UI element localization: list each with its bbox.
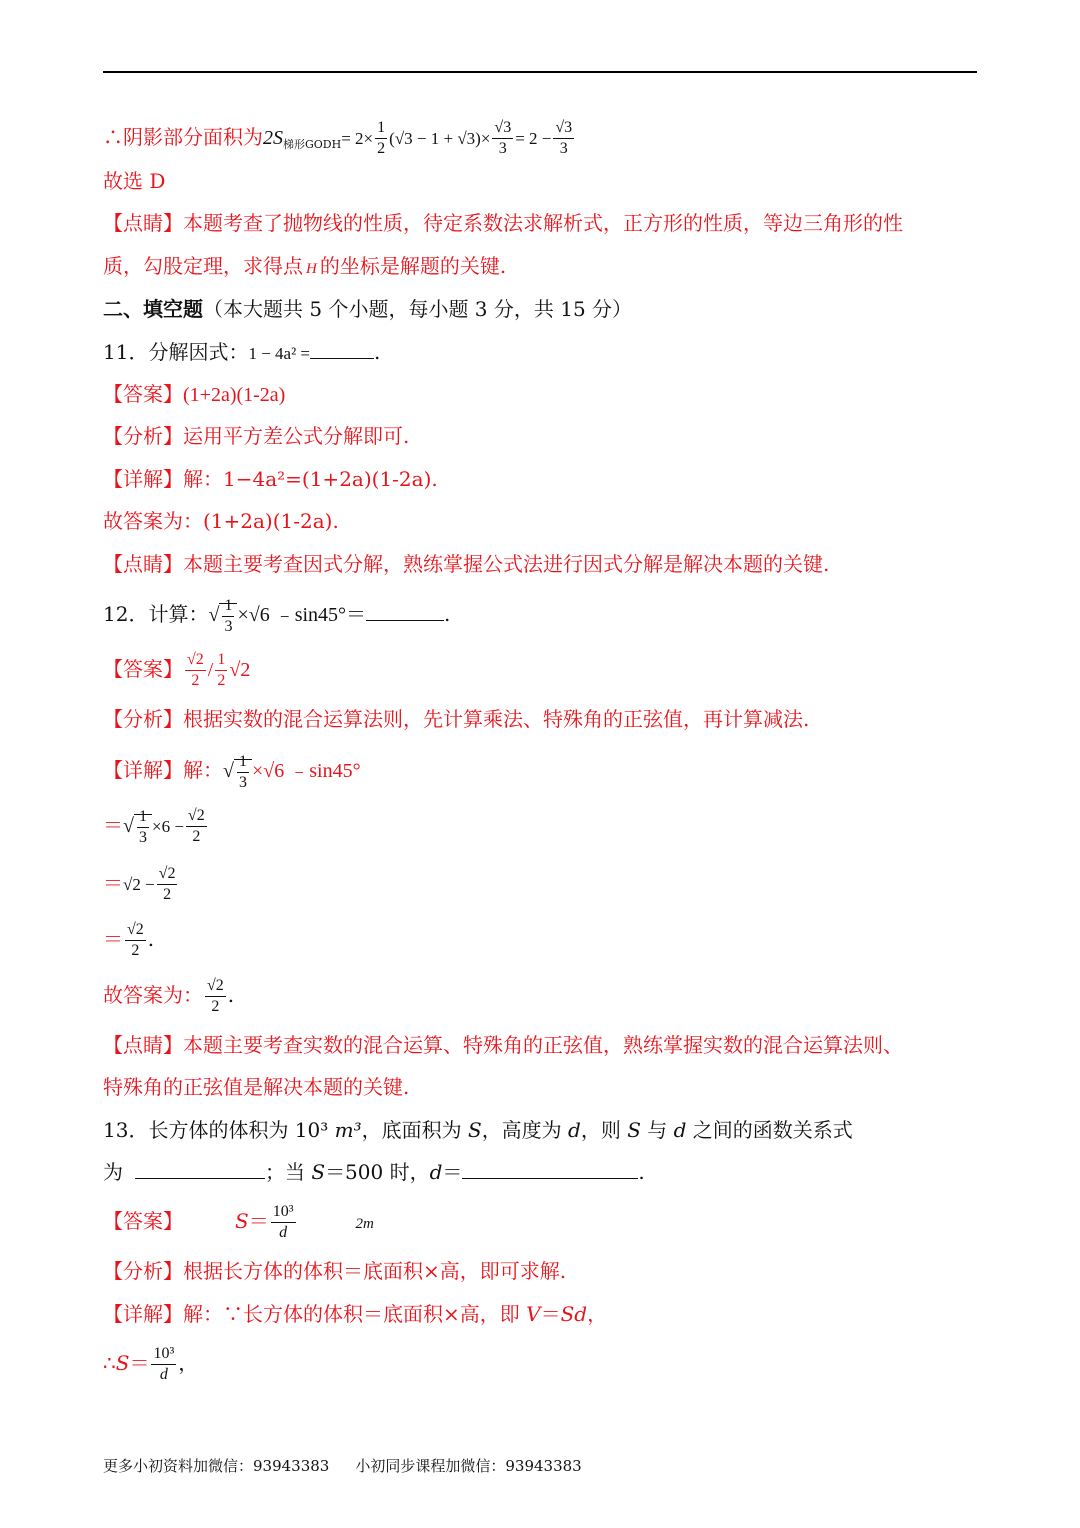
q13-g: 之间的函数关系式	[686, 1118, 853, 1142]
answer-13-eq: ＝	[248, 1209, 269, 1233]
frac-num: 1	[237, 752, 249, 773]
final-12-text: 故答案为：	[103, 983, 203, 1007]
q13-f: 与	[640, 1118, 674, 1142]
frac-num: √2	[205, 976, 226, 997]
frac-num: 10³	[151, 1344, 176, 1365]
tag-analysis: 【分析】	[103, 424, 183, 448]
frac-num: √3	[492, 118, 513, 139]
dianjing-line-1	[103, 210, 903, 236]
step-1-mid: ×6 −	[151, 817, 184, 836]
dianjing-text-b: 的坐标是解题的关键.	[319, 254, 507, 278]
frac-den: 2	[217, 672, 226, 689]
tag-detail: 【详解】	[103, 1302, 183, 1326]
tag-analysis: 【分析】	[103, 1259, 183, 1283]
answer-13	[103, 1198, 374, 1244]
section-title: 二、填空题	[103, 297, 203, 321]
detail-11	[103, 466, 438, 492]
q12-end: .	[444, 602, 451, 626]
frac-num: √3	[553, 118, 574, 139]
shaded-area-line	[103, 115, 576, 159]
var-s: S	[311, 1160, 326, 1184]
q13-unit: m³	[334, 1118, 362, 1142]
tag-dianjing: 【点睛】	[103, 1033, 183, 1057]
question-13-line-1	[103, 1117, 853, 1143]
dianjing-12-text: 本题主要考查实数的混合运算、特殊角的正弦值，熟练掌握实数的混合运算法则、	[183, 1033, 903, 1057]
math-2s: 2S	[263, 127, 283, 149]
fraction-root2-over-2	[125, 920, 146, 961]
tag-detail: 【详解】	[103, 467, 183, 491]
fraction-one-third	[222, 596, 234, 637]
frac-den: 2	[377, 140, 386, 157]
fraction-root3-over-3-b	[553, 118, 574, 159]
detail-13	[103, 1301, 607, 1327]
q11-answer-blank	[310, 340, 374, 359]
analysis-12-text: 根据实数的混合运算法则，先计算乘法、特殊角的正弦值，再计算减法.	[183, 707, 810, 731]
var-s: S	[467, 1118, 482, 1142]
frac-den: 3	[224, 617, 233, 635]
analysis-12	[103, 706, 809, 732]
tag-answer: 【答案】	[103, 382, 183, 406]
var-s: S	[115, 1351, 130, 1375]
q13-blank-2	[462, 1160, 638, 1179]
footer-left: 更多小初资料加微信：93943383	[103, 1457, 330, 1475]
frac-num: 1	[375, 118, 387, 139]
question-12	[103, 591, 450, 637]
step-3-end: .	[147, 927, 155, 951]
choose-d-line: 故选 D	[103, 169, 166, 193]
tag-detail: 【详解】	[103, 758, 183, 782]
header-rule	[103, 71, 977, 73]
q11-expr: 1 − 4a² =	[248, 344, 311, 363]
frac-num: 1	[222, 596, 234, 617]
subscript-trapezoid: 梯形GODH	[283, 138, 342, 151]
detail-13-end: ，	[587, 1302, 608, 1326]
var-d: d	[429, 1160, 443, 1184]
var-s: S	[235, 1209, 249, 1233]
frac-den: d	[159, 1366, 168, 1383]
var-sd: Sd	[560, 1302, 588, 1326]
dianjing-11-text: 本题主要考查因式分解，熟练掌握公式法进行因式分解是解决本题的关键.	[183, 552, 830, 576]
answer-11	[103, 381, 285, 407]
therefore-13-end: ，	[178, 1351, 199, 1375]
frac-num: √2	[157, 864, 178, 885]
var-s: S	[627, 1118, 641, 1142]
var-v: V	[526, 1302, 541, 1326]
detail-12-pre: 解：	[183, 758, 223, 782]
dianjing-11	[103, 551, 829, 577]
frac-den: 2	[192, 828, 201, 845]
tag-answer: 【答案】	[103, 657, 183, 681]
dianjing-text-a: 质，勾股定理，求得点	[103, 254, 303, 278]
analysis-13	[103, 1258, 566, 1284]
question-11	[103, 339, 380, 365]
analysis-13-text: 根据长方体的体积＝底面积×高，即可求解.	[183, 1259, 567, 1283]
tag-answer: 【答案】	[103, 1209, 183, 1233]
answer-root2: √2	[229, 659, 251, 681]
q13-b: ，底面积为	[361, 1118, 468, 1142]
q13b-e: ＝	[442, 1160, 463, 1184]
frac-den: 2	[191, 672, 200, 689]
sqrt-third-times-6: √ $\frac{1}{3}$	[123, 803, 152, 849]
question-13-line-2	[103, 1159, 645, 1185]
frac-den: 2	[211, 998, 220, 1015]
fraction-root3-over-3	[492, 118, 513, 159]
therefore-13-eq: ＝	[129, 1351, 150, 1375]
var-d: d	[673, 1118, 687, 1142]
dianjing-text: 本题考查了抛物线的性质，待定系数法求解析式，正方形的性质，等边三角形的性	[183, 211, 903, 235]
step-2	[103, 860, 179, 906]
step-3	[103, 916, 154, 962]
q12-label: 12．计算：	[103, 602, 209, 626]
tag-dianjing: 【点睛】	[103, 211, 183, 235]
therefore-symbol: ∴	[103, 125, 123, 149]
fraction-root2-over-2	[185, 650, 206, 691]
final-answer-12	[103, 972, 234, 1018]
tag-dianjing: 【点睛】	[103, 552, 183, 576]
fraction-one-half	[215, 650, 227, 691]
frac-num: 1	[137, 807, 149, 828]
q13b-end: .	[638, 1160, 645, 1184]
point-h: H	[306, 261, 317, 277]
sqrt-one-third: √ $\frac{1}{3}$	[208, 592, 237, 638]
final-answer-11: 故答案为：(1+2a)(1-2a).	[103, 509, 339, 533]
final-12-end: .	[227, 983, 235, 1007]
step-2-a: √2 −	[123, 875, 155, 894]
frac-den: 3	[238, 773, 247, 791]
fraction-root2-over-2	[205, 976, 226, 1017]
q13-c: ，高度为	[481, 1118, 569, 1142]
fraction-one-third	[237, 752, 249, 793]
math-eq-2-minus: = 2 −	[515, 129, 552, 148]
q13b-c: ＝500 时，	[325, 1160, 430, 1184]
frac-den: 3	[138, 828, 147, 846]
fraction-1000-over-d	[271, 1202, 296, 1243]
q13b-b: ；当	[265, 1160, 312, 1184]
q11-label: 11．分解因式：	[103, 340, 249, 364]
q12-answer-blank	[366, 602, 444, 621]
q13b-a: 为	[103, 1160, 123, 1184]
frac-num: 10³	[271, 1202, 296, 1223]
frac-num: √2	[185, 650, 206, 671]
frac-num: √2	[125, 920, 146, 941]
q13-a: 13．长方体的体积为 10³	[103, 1118, 335, 1142]
dianjing-line-2	[103, 253, 506, 279]
q11-end: .	[374, 340, 381, 364]
fraction-one-third	[137, 807, 149, 848]
frac-den: 2	[131, 942, 140, 959]
analysis-11	[103, 423, 409, 449]
footer-right: 小初同步课程加微信：93943383	[355, 1457, 582, 1475]
step-eq: ＝	[103, 813, 123, 837]
dianjing-12b: 特殊角的正弦值是解决本题的关键.	[103, 1075, 410, 1099]
fraction-one-half	[375, 118, 387, 159]
therefore-13	[103, 1339, 198, 1387]
detail-13-a: 解：∵长方体的体积＝底面积×高，即	[183, 1302, 527, 1326]
fraction-root2-over-2	[157, 864, 178, 905]
math-paren-expr: (√3 − 1 + √3)×	[389, 129, 491, 148]
var-d: d	[568, 1118, 581, 1142]
step-eq: ＝	[103, 871, 123, 895]
dianjing-12a	[103, 1032, 903, 1058]
page-footer	[103, 1456, 582, 1476]
detail-13-eq: ＝	[540, 1302, 561, 1326]
q12-expr: ×√6 ﹣sin45°＝	[237, 604, 367, 626]
detail-12	[103, 747, 361, 793]
q13-blank-1	[135, 1160, 265, 1179]
answer-12	[103, 646, 250, 692]
answer-slash: /	[207, 659, 214, 681]
shaded-area-text: 阴影部分面积为	[123, 125, 263, 149]
answer-11-text: (1+2a)(1-2a)	[183, 384, 286, 406]
math-eq-2x: = 2×	[341, 129, 374, 148]
therefore-symbol: ∴	[103, 1351, 116, 1375]
fraction-1000-over-d	[151, 1344, 176, 1385]
frac-den: 3	[498, 140, 507, 157]
step-1	[103, 802, 209, 848]
tag-analysis: 【分析】	[103, 707, 183, 731]
frac-num: 1	[215, 650, 227, 671]
analysis-11-text: 运用平方差公式分解即可.	[183, 424, 410, 448]
answer-13-second: 2m	[355, 1216, 374, 1232]
sqrt-one-third: √ $\frac{1}{3}$	[223, 748, 252, 794]
fraction-root2-over-2	[186, 806, 207, 847]
frac-den: 3	[559, 140, 568, 157]
detail-12-expr: ×√6 ﹣sin45°	[251, 760, 361, 782]
frac-den: d	[279, 1224, 288, 1241]
section-desc: （本大题共 5 个小题，每小题 3 分，共 15 分）	[203, 297, 633, 321]
frac-num: √2	[186, 806, 207, 827]
step-eq: ＝	[103, 927, 123, 951]
frac-den: 2	[163, 886, 172, 903]
detail-11-text: 解：1−4a²=(1+2a)(1-2a).	[183, 467, 438, 491]
q13-e: ，则	[580, 1118, 628, 1142]
section-two-heading	[103, 296, 632, 322]
